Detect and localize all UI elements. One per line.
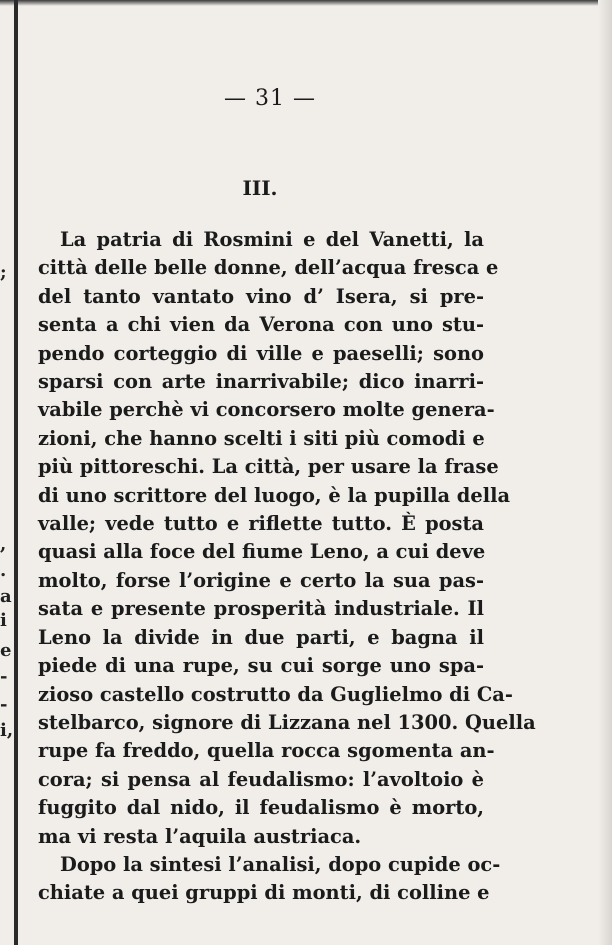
text-line: pendo corteggio di ville e paeselli; sono bbox=[38, 341, 484, 365]
text-line: zioso castello costrutto da Guglielmo di Ca- bbox=[38, 682, 513, 706]
text-line: rupe fa freddo, quella rocca sgomenta an- bbox=[38, 739, 495, 763]
text-line: di uno scrittore del luogo, è la pupilla della bbox=[38, 483, 511, 507]
body-text bbox=[38, 226, 536, 908]
text-line: molto, forse l’origine e certo la sua pas- bbox=[38, 568, 484, 592]
page-number: — 31 — bbox=[224, 86, 316, 111]
text-line: valle; vede tutto e riflette tutto. È posta bbox=[38, 512, 484, 536]
page-right-shadow bbox=[598, 0, 612, 945]
margin-fragment: - bbox=[0, 666, 8, 687]
text-line: vabile perchè vi concorsero molte genera- bbox=[38, 398, 495, 422]
text-line: chiate a quei gruppi di monti, di colline e bbox=[38, 881, 490, 905]
margin-fragment: e bbox=[0, 640, 12, 661]
text-line: cora; si pensa al feudalismo: l’avoltoio è bbox=[38, 767, 484, 791]
text-line: sparsi con arte inarrivabile; dico inarri- bbox=[38, 370, 484, 394]
margin-fragment: a bbox=[0, 586, 12, 607]
text-line: ma vi resta l’aquila austriaca. bbox=[38, 824, 362, 848]
text-line: La patria di Rosmini e del Vanetti, la bbox=[60, 228, 484, 251]
text-line: più pittoreschi. La città, per usare la frase bbox=[38, 455, 499, 479]
margin-fragment: i bbox=[0, 610, 7, 631]
text-line: Leno la divide in due parti, e bagna il bbox=[38, 625, 484, 649]
text-line: città delle belle donne, dell’acqua fresca e bbox=[38, 256, 499, 280]
binding-gutter bbox=[14, 0, 18, 945]
text-line: fuggito dal nido, il feudalismo è morto, bbox=[38, 796, 484, 820]
margin-fragment: . bbox=[0, 560, 7, 581]
margin-fragment: i, bbox=[0, 720, 14, 741]
margin-fragment: , bbox=[0, 534, 7, 555]
text-line: del tanto vantato vino d’ Isera, si pre- bbox=[38, 284, 484, 308]
section-heading: III. bbox=[242, 176, 278, 200]
text-line: senta a chi vien da Verona con uno stu- bbox=[38, 313, 484, 337]
text-line: quasi alla foce del fiume Leno, a cui deve bbox=[38, 540, 486, 564]
text-line: piede di una rupe, su cui sorge uno spa- bbox=[38, 654, 484, 678]
facing-page-fragments bbox=[0, 0, 14, 945]
margin-fragment: ; bbox=[0, 262, 7, 283]
text-line: zioni, che hanno scelti i siti più comodi e bbox=[38, 426, 485, 450]
margin-fragment: - bbox=[0, 694, 8, 715]
page-top-edge bbox=[0, 0, 612, 6]
text-line: Dopo la sintesi l’analisi, dopo cupide oc- bbox=[60, 852, 501, 876]
text-line: sata e presente prosperità industriale. Il bbox=[38, 597, 484, 621]
text-line: stelbarco, signore di Lizzana nel 1300. Quella bbox=[38, 710, 536, 734]
